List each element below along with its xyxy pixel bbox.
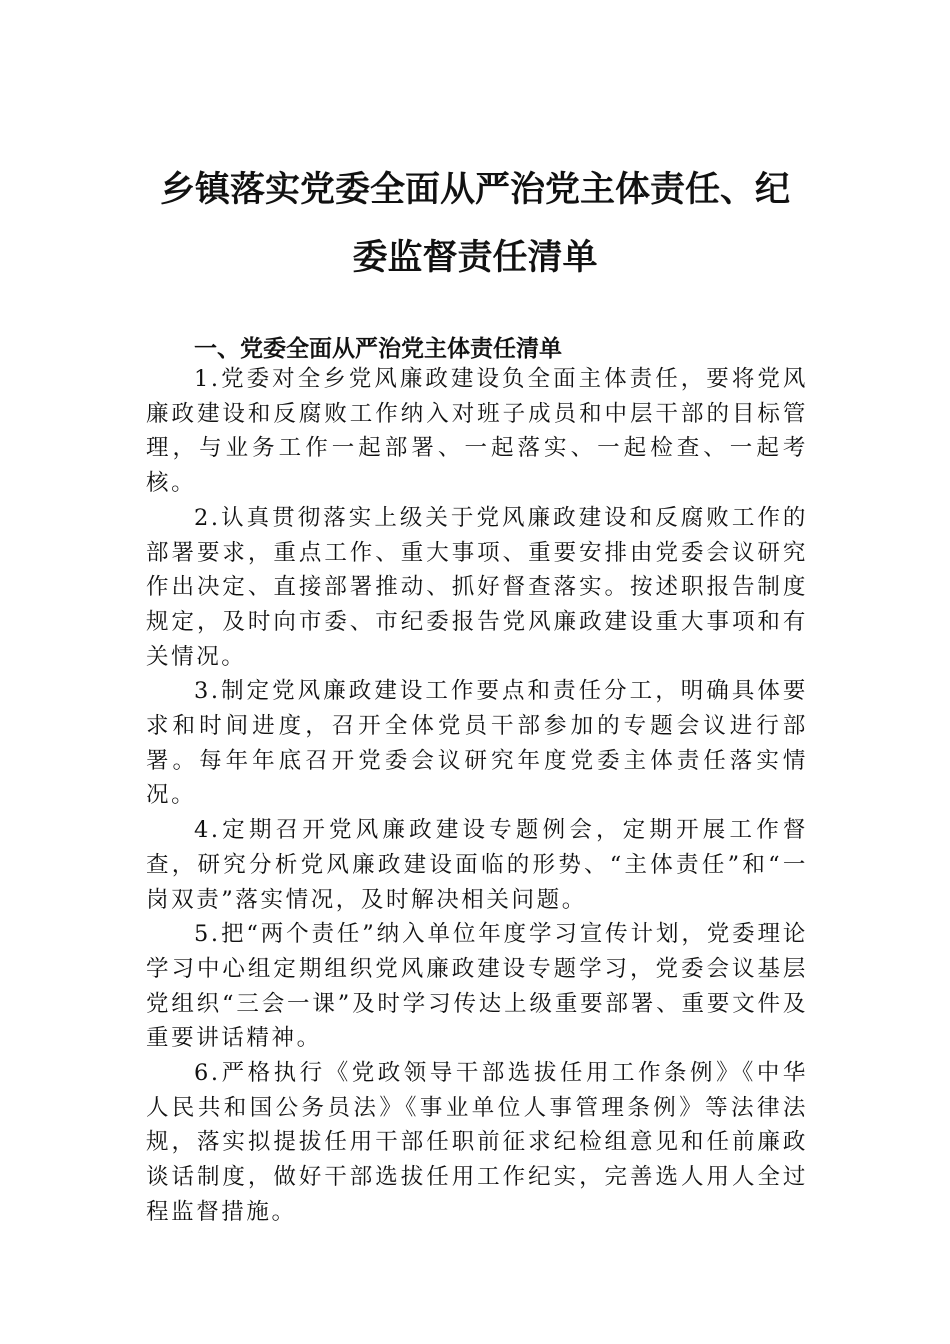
paragraph-5: 5.把“两个责任”纳入单位年度学习宣传计划，党委理论学习中心组定期组织党风廉政建设专题学习，党委会议基层党组织“三会一课”及时学习传达上级重要部署、重要文件及重要讲话精神。 — [146, 921, 808, 1052]
document-body — [146, 362, 808, 1230]
document-title-line-2: 委监督责任清单 — [352, 237, 598, 278]
paragraph-6: 6.严格执行《党政领导干部选拔任用工作条例》《中华人民共和国公务员法》《事业单位人事管理条例》等法律法规，落实拟提拔任用干部任职前征求纪检组意见和任前廉政谈话制度，做好干部选拔任用工作纪实，完善选人用人全过程监督措施。 — [146, 1060, 808, 1225]
document-title-line-1: 乡镇落实党委全面从严治党主体责任、纪 — [159, 169, 790, 210]
paragraph-2: 2.认真贯彻落实上级关于党风廉政建设和反腐败工作的部署要求，重点工作、重大事项、重要安排由党委会议研究作出决定、直接部署推动、抓好督查落实。按述职报告制度规定，及时向市委、市纪委报告党风廉政建设重大事项和有关情况。 — [146, 504, 808, 670]
section-heading: 一、党委全面从严治党主体责任清单 — [194, 336, 562, 362]
paragraph-1: 1.党委对全乡党风廉政建设负全面主体责任，要将党风廉政建设和反腐败工作纳入对班子成员和中层干部的目标管理，与业务工作一起部署、一起落实、一起检查、一起考核。 — [146, 366, 808, 497]
paragraph-4: 4.定期召开党风廉政建设专题例会，定期开展工作督查，研究分析党风廉政建设面临的形势、“主体责任”和“一岗双责”落实情况，及时解决相关问题。 — [146, 817, 808, 913]
paragraph-3: 3.制定党风廉政建设工作要点和责任分工，明确具体要求和时间进度，召开全体党员干部参加的专题会议进行部署。每年年底召开党委会议研究年度党委主体责任落实情况。 — [146, 678, 808, 809]
